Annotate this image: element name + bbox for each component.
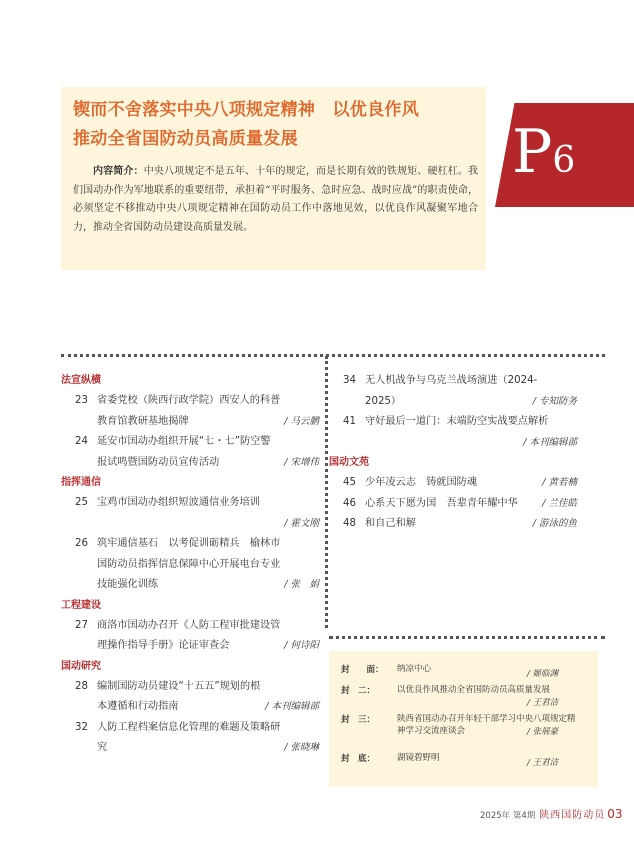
toc-entry-author: / 张晓琳 xyxy=(284,742,319,753)
toc-entry-author: / 专知防务 xyxy=(532,395,577,407)
toc-section-heading: 国动文苑 xyxy=(329,457,369,468)
cover-info-value: 以优良作风推动全省国防动员高质量发展 xyxy=(397,685,551,695)
toc-entry-page: 48 xyxy=(343,518,356,529)
cover-info-author: / 姬临渊 xyxy=(527,669,559,679)
toc-entry[interactable] xyxy=(61,677,319,718)
toc-section-heading: 工程建设 xyxy=(61,599,101,611)
toc-entry[interactable] xyxy=(61,718,319,759)
toc-entry-page: 41 xyxy=(343,416,356,427)
toc-entry-title: 少年凌云志 铸就国防魂 xyxy=(365,477,478,488)
cover-info-author: / 王君洁 xyxy=(527,758,559,768)
toc-entry-title: 教育馆教研基地揭牌 xyxy=(97,415,189,427)
toc-entry-title: 守好最后一道门：末端防空实战要点解析 xyxy=(365,416,549,427)
summary-label: 内容简介： xyxy=(93,166,144,177)
toc-section-heading: 国动研究 xyxy=(61,660,101,672)
toc-left-column xyxy=(61,371,319,759)
toc-entry-title: 和自己和解 xyxy=(365,518,416,529)
toc-entry-title: 编制国防动员建设“十五五”规划的根 xyxy=(97,680,261,692)
toc-entry-title: 理操作指导手册》论证审查会 xyxy=(97,640,230,651)
cover-info-value: 纳凉中心 xyxy=(397,664,432,674)
toc-entry-page: 32 xyxy=(75,721,88,733)
toc-entry-title: 心系天下愿为国 吾辈青年耀中华 xyxy=(365,497,518,509)
toc-entry-author: / 宋增伟 xyxy=(284,456,319,468)
toc-column-divider xyxy=(325,356,328,628)
page-tab-letter: P xyxy=(512,117,553,187)
toc-entry-title: 2025） xyxy=(365,395,402,407)
toc-entry-title: 本遵循和行动指南 xyxy=(97,701,179,712)
article-summary xyxy=(73,163,478,237)
toc-entry-author: / 本刊编辑部 xyxy=(265,701,319,712)
cover-info-author: / 张展豪 xyxy=(527,727,559,737)
toc-entry-title: 国防动员指挥信息保障中心开展电台专业 xyxy=(97,558,281,570)
toc-entry[interactable] xyxy=(61,616,319,657)
cover-info-value: 湖镜碧野明 xyxy=(397,753,440,763)
cover-info-value: 陕西省国动办召开年轻干部学习中央八项规定精神学习交流座谈会 xyxy=(397,714,576,736)
toc-entry-title: 无人机战争与乌克兰战场演进（2024- xyxy=(365,375,538,386)
toc-entry-title: 究 xyxy=(97,742,108,753)
toc-entry-page: 23 xyxy=(75,395,88,406)
toc-entry-author: / 游泳的鱼 xyxy=(532,518,577,529)
toc-entry-author: / 本刊编辑部 xyxy=(523,436,577,448)
toc-right-column xyxy=(329,371,577,535)
toc-entry-author: / 张 娟 xyxy=(284,579,319,590)
article-title-line-2: 推动全省国防动员高质量发展 xyxy=(73,129,298,149)
toc-entry[interactable] xyxy=(329,514,577,535)
cover-info-key: 封 二： xyxy=(341,686,376,696)
toc-entry-title: 商洛市国动办召开《人防工程审批建设管 xyxy=(97,619,281,631)
toc-entry-page: 26 xyxy=(75,538,88,549)
toc-entry[interactable] xyxy=(329,473,577,494)
cover-info-key: 封 三： xyxy=(341,715,376,725)
toc-entry-author: / 兰佳皓 xyxy=(542,497,577,509)
toc-entry[interactable] xyxy=(329,494,577,515)
issue-label: 2025年 第4期 xyxy=(480,811,536,821)
toc-entry-title: 技能强化训练 xyxy=(97,579,159,590)
toc-entry-page: 27 xyxy=(75,619,88,631)
summary-text: 中央八项规定不是五年、十年的规定，而是长期有效的铁规矩、硬杠杠。我们国动办作为军地联系的重要纽带，承担着“平时服务、急时应急、战时应战”的职责使命，必须坚定不移推动中央八项规定精神在国防动员工作中落地见效，以优良作风凝聚军地合力，推动全省国防动员建设高质量发展。 xyxy=(73,166,479,233)
toc-entry-page: 34 xyxy=(343,375,356,386)
toc-entry[interactable] xyxy=(329,371,577,412)
toc-entry-page: 46 xyxy=(343,497,356,509)
toc-entry-title: 宝鸡市国动办组织短波通信业务培训 xyxy=(97,497,260,508)
toc-section-heading: 指挥通信 xyxy=(61,477,101,488)
magazine-brand: 陕西国防动员 xyxy=(539,810,606,821)
toc-entry-author: / 何诗阳 xyxy=(284,640,319,651)
cover-info-box xyxy=(329,651,598,787)
cover-info-key: 封 底： xyxy=(341,754,376,764)
toc-entry-page: 25 xyxy=(75,497,88,508)
article-title[interactable] xyxy=(73,96,493,154)
page-number: 03 xyxy=(607,807,623,821)
article-title-line-1: 锲而不舍落实中央八项规定精神 以优良作风 xyxy=(73,100,419,120)
cover-info-divider xyxy=(329,636,605,639)
cover-info-author: / 王君洁 xyxy=(527,698,559,708)
toc-entry-author: / 马云鹏 xyxy=(284,415,319,427)
toc-entry[interactable] xyxy=(61,493,319,534)
toc-top-divider xyxy=(61,354,605,357)
toc-section-heading: 法宣纵横 xyxy=(61,375,101,386)
toc-entry-page: 24 xyxy=(75,436,88,447)
toc-entry-title: 省委党校（陕西行政学院）西安人的科普 xyxy=(97,395,281,406)
toc-entry[interactable] xyxy=(61,391,319,432)
toc-entry-page: 28 xyxy=(75,680,88,692)
toc-entry-title: 人防工程档案信息化管理的难题及策略研 xyxy=(97,721,281,733)
toc-entry[interactable] xyxy=(61,432,319,473)
toc-entry-author: / 黄若楠 xyxy=(542,477,577,488)
toc-entry[interactable] xyxy=(61,534,319,596)
page-footer xyxy=(480,806,623,821)
page-tab-number: 6 xyxy=(552,140,576,181)
toc-entry-title: 延安市国动办组织开展“七・七”防空警 xyxy=(97,436,271,447)
toc-entry-title: 筑牢通信基石 以考促训砺精兵 榆林市 xyxy=(97,538,281,549)
toc-entry[interactable] xyxy=(329,412,577,453)
toc-entry-title: 报试鸣暨国防动员宣传活动 xyxy=(97,456,220,468)
toc-entry-page: 45 xyxy=(343,477,356,488)
toc-entry-author: / 霍文刚 xyxy=(284,517,319,529)
page-tab-label[interactable] xyxy=(512,100,575,213)
cover-info-key: 封 面： xyxy=(341,665,384,675)
